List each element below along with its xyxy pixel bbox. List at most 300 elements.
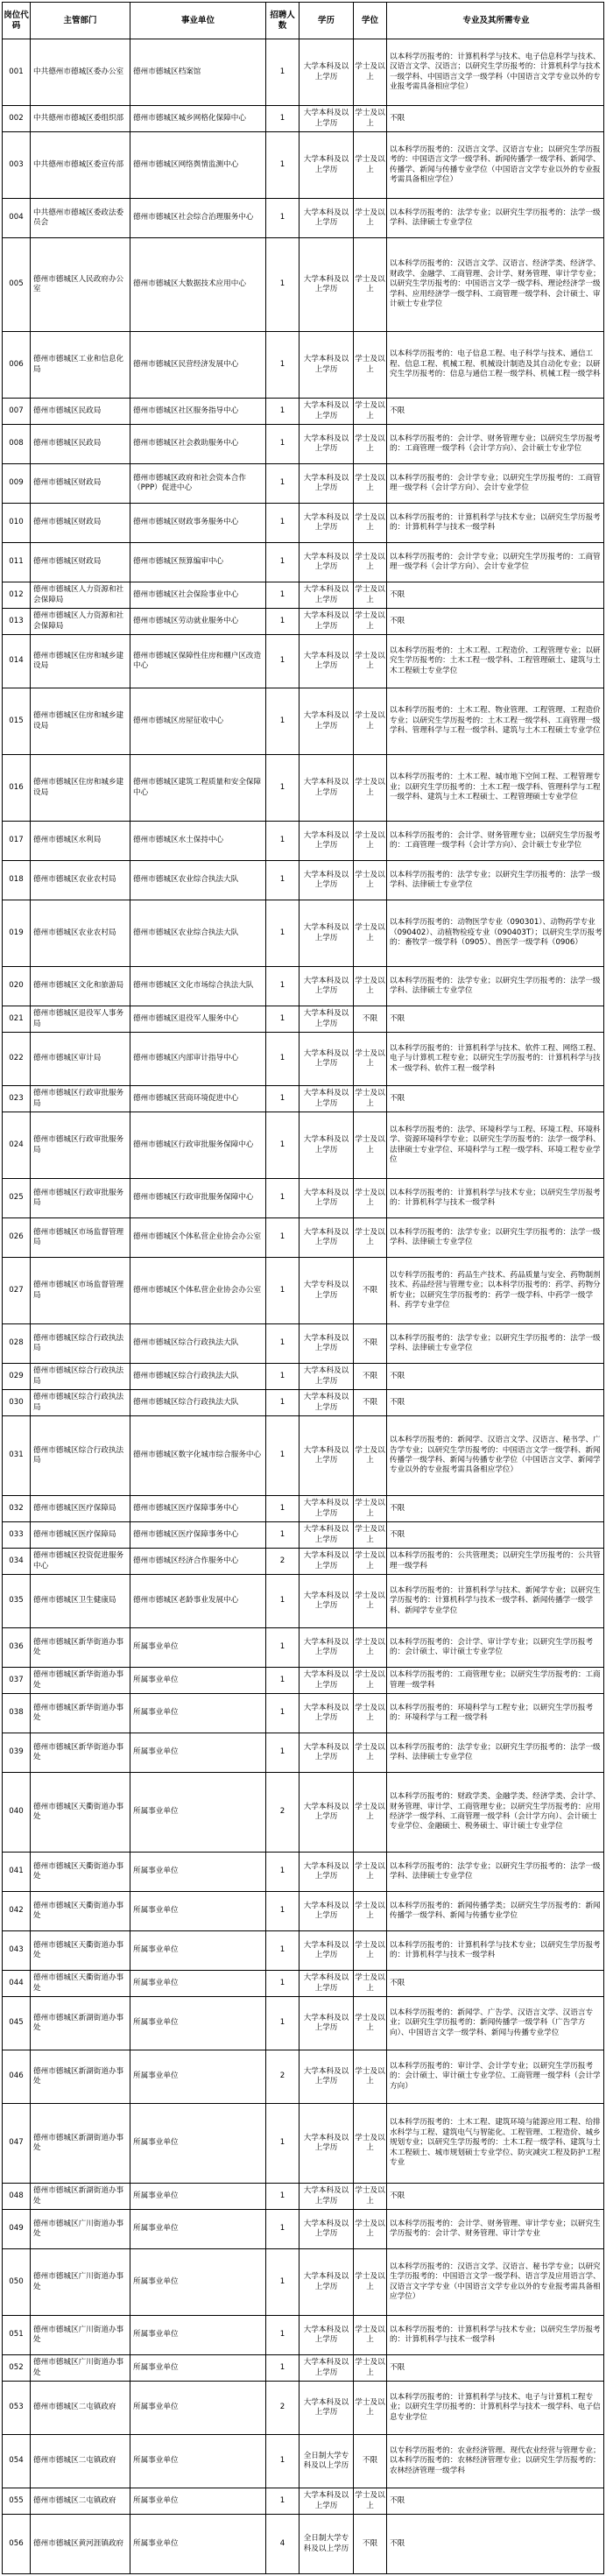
row-dept: 德州市德城区住房和城乡建设局 — [31, 688, 130, 754]
table-row — [3, 543, 603, 582]
row-unit: 德州市德城区网络舆情监测中心 — [130, 132, 266, 198]
row-dept: 中共德州市德城区委办公室 — [31, 39, 130, 105]
row-dept: 德州市德城区广川街道办事处 — [31, 2249, 130, 2315]
row-degree: 学士及以上 — [354, 1694, 387, 1733]
row-degree: 学士及以上 — [354, 238, 387, 331]
row-code: 044 — [3, 1971, 31, 1996]
row-unit: 德州市德城区个体私营企业协会办公室 — [130, 1258, 266, 1323]
row-major: 以本科学历报考的：新闻传播学类；以研究生学历报考的：新闻传播学一级学科、新闻与传播专业学位 — [390, 1901, 601, 1920]
table-row — [3, 1006, 603, 1033]
row-dept: 德州市德城区二屯镇政府 — [31, 2435, 130, 2488]
row-edu: 大学本科及以上学历 — [299, 635, 354, 688]
row-edu: 大学本科及以上学历 — [299, 1390, 354, 1415]
row-num: 1 — [266, 1997, 299, 2050]
row-major: 不限 — [390, 1503, 405, 1513]
row-edu: 大学本科及以上学历 — [299, 1931, 354, 1970]
row-code: 055 — [3, 2488, 31, 2514]
table-row — [3, 2515, 603, 2573]
row-edu: 大学本科及以上学历 — [299, 822, 354, 860]
row-major: 以本科学历报考的：汉语言文学、汉语言、秘书学专业；以研究生学历报考的：中国语言文学一级学科、语言学及应用语言学、汉语言文字学专业（中国语言文学专业以外的专业报考需具备相应学位） — [390, 2262, 601, 2301]
row-degree: 学士及以上 — [354, 464, 387, 503]
row-num: 1 — [266, 1416, 299, 1495]
row-unit: 德州市德城区财政事务服务中心 — [130, 504, 266, 542]
row-dept: 德州市德城区财政局 — [31, 504, 130, 542]
table-row — [3, 332, 603, 399]
row-dept: 德州市德城区天衢街道办事处 — [31, 1892, 130, 1930]
row-dept: 德州市德城区退役军人事务局 — [31, 1006, 130, 1032]
row-num: 1 — [266, 2435, 299, 2488]
row-edu: 大学本科及以上学历 — [299, 464, 354, 503]
row-edu: 大学本科及以上学历 — [299, 1086, 354, 1112]
header-major: 专业及其所需专业 — [462, 15, 530, 25]
row-num: 1 — [266, 238, 299, 331]
row-degree: 学士及以上 — [354, 504, 387, 542]
row-num: 4 — [266, 2515, 299, 2573]
table-row — [3, 609, 603, 635]
table-row — [3, 2435, 603, 2488]
row-unit: 所属事业单位 — [130, 2104, 266, 2183]
row-num: 1 — [266, 861, 299, 900]
row-edu: 大学本科及以上学历 — [299, 1496, 354, 1521]
row-degree: 学士及以上 — [354, 1773, 387, 1852]
row-edu: 大学本科及以上学历 — [299, 2050, 354, 2103]
row-dept: 德州市德城区综合行政执法局 — [31, 1390, 130, 1415]
row-edu: 大学本科及以上学历 — [299, 2104, 354, 2183]
header-degree: 学位 — [354, 3, 387, 39]
row-num: 1 — [266, 39, 299, 105]
row-dept: 德州市德城区审计局 — [31, 1033, 130, 1085]
row-edu: 大学本科及以上学历 — [299, 900, 354, 966]
row-degree: 学士及以上 — [354, 2316, 387, 2354]
row-degree: 学士及以上 — [354, 1733, 387, 1772]
row-code: 001 — [3, 39, 31, 105]
row-code: 042 — [3, 1892, 31, 1930]
row-edu: 大学本科及以上学历 — [299, 609, 354, 634]
row-num: 1 — [266, 1853, 299, 1891]
row-code: 015 — [3, 688, 31, 754]
row-num: 1 — [266, 1324, 299, 1363]
row-edu: 大学本科及以上学历 — [299, 1668, 354, 1693]
row-dept: 德州市德城区新湖街道办事处 — [31, 2104, 130, 2183]
row-degree: 学士及以上 — [354, 822, 387, 860]
row-dept: 德州市德城区天衢街道办事处 — [31, 1971, 130, 1996]
row-num: 2 — [266, 2382, 299, 2434]
row-code: 019 — [3, 900, 31, 966]
row-code: 002 — [3, 106, 31, 131]
table-row — [3, 1112, 603, 1179]
row-num: 1 — [266, 543, 299, 582]
row-code: 022 — [3, 1033, 31, 1085]
row-edu: 大学本科及以上学历 — [299, 1522, 354, 1548]
row-code: 056 — [3, 2515, 31, 2573]
row-dept: 德州市德城区新湖街道办事处 — [31, 2050, 130, 2103]
table-row — [3, 1218, 603, 1258]
row-unit: 德州市德城区社会综合治理服务中心 — [130, 199, 266, 237]
row-unit: 德州市德城区医疗保障事务中心 — [130, 1496, 266, 1521]
row-code: 046 — [3, 2050, 31, 2103]
table-row — [3, 464, 603, 504]
row-dept: 德州市德城区新华街道办事处 — [31, 1668, 130, 1693]
row-dept: 德州市德城区投资促进服务中心 — [31, 1549, 130, 1574]
table-row — [3, 2316, 603, 2355]
row-major: 以本科学历报考的：动物医学专业（090301）、动物药学专业（090402）、动植物检疫专业（090403T）；以研究生学历报考的：畜牧学一级学科（0905）、兽医学一级学科（0906） — [390, 918, 602, 948]
row-degree: 学士及以上 — [354, 1496, 387, 1521]
row-major: 以本科学历报考的：法学专业；以研究生学历报考的：法学一级学科、法律硕士专业学位 — [390, 976, 601, 995]
row-unit: 德州市德城区政府和社会资本合作（PPP）促进中心 — [130, 464, 266, 503]
row-degree: 不限 — [354, 1324, 387, 1363]
row-num: 1 — [266, 822, 299, 860]
row-major: 以本科学历报考的：土木工程、物业管理、工程管理、工程造价专业；以研究生学历报考的：土木工程一级学科、工商管理一级学科、管理科学与工程一级学科、建筑与土木工程硕士专业学位 — [390, 706, 601, 736]
row-degree: 不限 — [354, 2435, 387, 2488]
row-unit: 德州市德城区行政审批服务保障中心 — [130, 1112, 266, 1178]
row-code: 045 — [3, 1997, 31, 2050]
table-header — [3, 3, 603, 39]
row-degree: 不限 — [354, 1364, 387, 1389]
row-dept: 德州市德城区二屯镇政府 — [31, 2488, 130, 2514]
row-major: 不限 — [390, 2191, 405, 2200]
row-code: 016 — [3, 755, 31, 821]
row-unit: 德州市德城区大数据技术应用中心 — [130, 238, 266, 331]
row-major: 以本科学历报考的：土木工程、城市地下空间工程、工程管理专业；以研究生学历报考的：土木工程一级学科、管理科学与工程一级学科、建筑与土木工程硕士、工程管理硕士专业学位 — [390, 773, 601, 802]
row-code: 008 — [3, 425, 31, 463]
row-degree: 学士及以上 — [354, 2184, 387, 2209]
row-major: 以本科学历报考的：会计学、财务管理专业；以研究生学历报考的：工商管理一级学科（会计学方向）、会计硕士专业学位 — [390, 434, 601, 453]
row-num: 1 — [266, 106, 299, 131]
row-major: 不限 — [390, 1371, 405, 1380]
row-major: 以本科学历报考的：汉语言文学、汉语言专业；以研究生学历报考的：中国语言文学一级学科、新闻传播学一级学科、新闻学、传播学、新闻与传播专业学位（中国语言文学专业以外的专业报考需具备相应学位） — [390, 145, 601, 184]
row-code: 030 — [3, 1390, 31, 1415]
row-code: 039 — [3, 1733, 31, 1772]
row-edu: 全日制大学专科及以上学历 — [299, 2515, 354, 2573]
row-unit: 所属事业单位 — [130, 1997, 266, 2050]
row-edu: 大学本科及以上学历 — [299, 1033, 354, 1085]
row-code: 051 — [3, 2316, 31, 2354]
row-dept: 德州市德城区住房和城乡建设局 — [31, 635, 130, 688]
row-major: 以本科学历报考的：计算机科学与技术、电子信息科学与技术、汉语言文学、汉语言；以研究生学历报考的：计算机科学与技术一级学科、中国语言文学一级学科（中国语言文学专业以外的专业报考需具备相应学位） — [390, 52, 601, 91]
row-dept: 德州市德城区农业农村局 — [31, 861, 130, 900]
row-num: 1 — [266, 2316, 299, 2354]
row-dept: 中共德州市德城区委组织部 — [31, 106, 130, 131]
row-unit: 德州市德城区医疗保障事务中心 — [130, 1522, 266, 1548]
row-edu: 大学本科及以上学历 — [299, 106, 354, 131]
row-dept: 德州市德城区人民政府办公室 — [31, 238, 130, 331]
row-edu: 大学本科及以上学历 — [299, 39, 354, 105]
row-edu: 大学专科及以上学历 — [299, 1258, 354, 1323]
row-unit: 所属事业单位 — [130, 2184, 266, 2209]
row-major: 不限 — [390, 1093, 405, 1103]
row-code: 012 — [3, 582, 31, 608]
row-degree: 学士及以上 — [354, 1668, 387, 1693]
row-unit: 德州市德城区社会救助服务中心 — [130, 425, 266, 463]
table-row — [3, 1549, 603, 1575]
row-degree: 学士及以上 — [354, 2249, 387, 2315]
table-row — [3, 582, 603, 609]
row-degree: 不限 — [354, 2515, 387, 2573]
row-unit: 德州市德城区农业综合执法大队 — [130, 861, 266, 900]
row-major: 不限 — [390, 406, 405, 415]
row-unit: 所属事业单位 — [130, 2488, 266, 2514]
header-edu: 学历 — [299, 3, 354, 39]
row-dept: 德州市德城区水利局 — [31, 822, 130, 860]
row-num: 1 — [266, 1112, 299, 1178]
header-code: 岗位代码 — [3, 3, 31, 39]
row-num: 1 — [266, 199, 299, 237]
row-num: 1 — [266, 755, 299, 821]
row-dept: 德州市德城区行政审批服务局 — [31, 1086, 130, 1112]
row-major: 以本科学历报考的：法学专业；以研究生学历报考的：法学一级学科、法律硕士专业学位 — [390, 1333, 601, 1352]
row-degree: 学士及以上 — [354, 1033, 387, 1085]
row-num: 1 — [266, 2488, 299, 2514]
row-degree: 学士及以上 — [354, 425, 387, 463]
table-row — [3, 1416, 603, 1496]
row-degree: 学士及以上 — [354, 688, 387, 754]
row-num: 1 — [266, 609, 299, 634]
row-unit: 所属事业单位 — [130, 1733, 266, 1772]
row-code: 052 — [3, 2355, 31, 2381]
table-row — [3, 2104, 603, 2184]
table-row — [3, 1390, 603, 1416]
row-dept: 德州市德城区天衢街道办事处 — [31, 1853, 130, 1891]
row-degree: 学士及以上 — [354, 1549, 387, 1574]
row-code: 035 — [3, 1575, 31, 1627]
row-major: 以本科学历报考的：审计学、会计学专业；以研究生学历报考的：会计硕士、审计硕士专业学位、工商管理一级学科（会计学方向） — [390, 2061, 601, 2091]
row-degree: 学士及以上 — [354, 1522, 387, 1548]
row-edu: 大学本科及以上学历 — [299, 1628, 354, 1667]
table-row — [3, 1324, 603, 1364]
row-degree: 学士及以上 — [354, 1931, 387, 1970]
row-unit: 所属事业单位 — [130, 1773, 266, 1852]
row-major: 以本科学历报考的：环境科学与工程专业；以研究生学历报考的：环境科学与工程一级学科 — [390, 1703, 594, 1722]
row-code: 053 — [3, 2382, 31, 2434]
row-dept: 德州市德城区新华街道办事处 — [31, 1628, 130, 1667]
row-unit: 德州市德城区城乡网格化保障中心 — [130, 106, 266, 131]
row-degree: 不限 — [354, 1258, 387, 1323]
row-num: 1 — [266, 425, 299, 463]
row-code: 032 — [3, 1496, 31, 1521]
header-unit: 事业单位 — [130, 3, 266, 39]
row-unit: 德州市德城区营商环境促进中心 — [130, 1086, 266, 1112]
row-dept: 德州市德城区二屯镇政府 — [31, 2382, 130, 2434]
row-dept: 德州市德城区卫生健康局 — [31, 1575, 130, 1627]
table-row — [3, 399, 603, 425]
row-dept: 中共德州市德城区委政法委员会 — [31, 199, 130, 237]
row-major: 以本科学历报考的：公共管理类；以研究生学历报考的：公共管理一级学科 — [390, 1551, 601, 1570]
row-dept: 德州市德城区新华街道办事处 — [31, 1733, 130, 1772]
row-edu: 大学本科及以上学历 — [299, 504, 354, 542]
row-code: 048 — [3, 2184, 31, 2209]
table-row — [3, 1931, 603, 1971]
row-unit: 所属事业单位 — [130, 1853, 266, 1891]
row-major: 以本科学历报考的：法学专业；以研究生学历报考的：法学一级学科、法律硕士专业学位 — [390, 870, 601, 889]
row-num: 1 — [266, 582, 299, 608]
row-code: 034 — [3, 1549, 31, 1574]
row-num: 1 — [266, 1575, 299, 1627]
table-row — [3, 504, 603, 543]
row-code: 050 — [3, 2249, 31, 2315]
row-dept: 德州市德城区天衢街道办事处 — [31, 1931, 130, 1970]
row-num: 1 — [266, 1086, 299, 1112]
row-dept: 德州市德城区民政局 — [31, 399, 130, 424]
row-degree: 学士及以上 — [354, 1997, 387, 2050]
table-row — [3, 1892, 603, 1931]
row-dept: 德州市德城区综合行政执法局 — [31, 1364, 130, 1389]
row-code: 004 — [3, 199, 31, 237]
row-num: 1 — [266, 2249, 299, 2315]
table-row — [3, 106, 603, 132]
row-num: 1 — [266, 1033, 299, 1085]
row-major: 以专科学历报考的：药品生产技术、药品质量与安全、药物制剂技术、药品经营与管理专业；以本科学历报考的：药学、药物分析专业；以研究生学历报考的：药学一级学科、中药学一级学科、药学专业学位 — [390, 1270, 601, 1309]
row-code: 047 — [3, 2104, 31, 2183]
row-major: 以本科学历报考的：电子信息工程、电子科学与技术、通信工程、信息工程、机械工程、机械设计制造及其自动化专业；以研究生学历报考的：信息与通信工程一级学科、机械工程一级学科 — [390, 349, 601, 379]
row-edu: 大学本科及以上学历 — [299, 238, 354, 331]
row-num: 1 — [266, 967, 299, 1006]
row-major: 不限 — [390, 616, 405, 625]
row-dept: 德州市德城区人力资源和社会保障局 — [31, 609, 130, 634]
row-major: 以本科学历报考的：会计学、财务管理、审计学专业；以研究生学历报考的：会计学、财务管理、审计学专业 — [390, 2219, 601, 2238]
row-major: 不限 — [390, 1013, 405, 1023]
table-row — [3, 132, 603, 199]
row-num: 1 — [266, 464, 299, 503]
table-row — [3, 900, 603, 967]
row-unit: 德州市德城区数字化城市综合服务中心 — [130, 1416, 266, 1495]
row-unit: 所属事业单位 — [130, 2210, 266, 2248]
row-unit: 所属事业单位 — [130, 1668, 266, 1693]
row-dept: 德州市德城区文化和旅游局 — [31, 967, 130, 1006]
row-major: 以本科学历报考的：计算机科学与技术专业；以研究生学历报考的：计算机科学与技术一级学科 — [390, 512, 601, 532]
row-edu: 大学本科及以上学历 — [299, 425, 354, 463]
row-code: 020 — [3, 967, 31, 1006]
row-code: 025 — [3, 1179, 31, 1217]
row-unit: 所属事业单位 — [130, 1694, 266, 1733]
row-edu: 大学本科及以上学历 — [299, 1324, 354, 1363]
row-unit: 德州市德城区房屋征收中心 — [130, 688, 266, 754]
row-unit: 德州市德城区社会保险事业中心 — [130, 582, 266, 608]
row-num: 1 — [266, 2210, 299, 2248]
table-row — [3, 2488, 603, 2515]
row-code: 031 — [3, 1416, 31, 1495]
row-unit: 所属事业单位 — [130, 2355, 266, 2381]
row-dept: 德州市德城区财政局 — [31, 464, 130, 503]
row-dept: 德州市德城区新湖街道办事处 — [31, 1997, 130, 2050]
row-major: 以本科学历报考的：财政学类、金融学类、经济学类、会计学、财务管理、审计学、工商管理专业；以研究生学历报考的：应用经济学一级学科、工商管理一级学科（会计学方向）、会计硕士专业学位、金融硕士、税务硕士、审计硕士专业学位 — [390, 1792, 601, 1831]
row-num: 1 — [266, 1179, 299, 1217]
row-code: 007 — [3, 399, 31, 424]
row-major: 以本科学历报考的：土木工程、建筑环境与能源应用工程、给排水科学与工程、建筑电气与智能化、工程管理、工程造价、城乡规划专业；以研究生学历报考的：土木工程一级学科、建筑与土木工程硕士、城市规划硕士专业学位、防灾减灾工程及防护工程专业 — [390, 2118, 601, 2168]
row-edu: 大学本科及以上学历 — [299, 1006, 354, 1032]
row-edu: 大学本科及以上学历 — [299, 1733, 354, 1772]
row-major: 以本科学历报考的：会计学、财务管理专业；以研究生学历报考的：工商管理一级学科（会计学方向）、会计硕士专业学位 — [390, 830, 601, 850]
row-unit: 德州市德城区老龄事业发展中心 — [130, 1575, 266, 1627]
row-dept: 德州市德城区市场监督管理局 — [31, 1258, 130, 1323]
row-dept: 德州市德城区行政审批服务局 — [31, 1112, 130, 1178]
row-major: 以本科学历报考的：会计学专业；以研究生学历报考的：工商管理一级学科（会计学方向）、会计专业学位 — [390, 473, 601, 492]
table-row — [3, 1496, 603, 1522]
row-code: 014 — [3, 635, 31, 688]
table-row — [3, 1733, 603, 1773]
row-degree: 学士及以上 — [354, 1628, 387, 1667]
row-edu: 大学本科及以上学历 — [299, 132, 354, 198]
row-degree: 学士及以上 — [354, 1892, 387, 1930]
table-row — [3, 2355, 603, 2382]
row-num: 1 — [266, 1218, 299, 1257]
table-row — [3, 2249, 603, 2316]
row-num: 1 — [266, 332, 299, 398]
row-num: 1 — [266, 1733, 299, 1772]
table-row — [3, 39, 603, 106]
row-unit: 德州市德城区行政审批服务保障中心 — [130, 1179, 266, 1217]
row-major: 以专科学历报考的：农业经济管理、现代农业经营与管理专业；以本科学历报考的：农林经济管理专业；以研究生学历报考的：农林经济管理一级学科 — [390, 2445, 601, 2475]
row-unit: 德州市德城区水土保持中心 — [130, 822, 266, 860]
row-dept: 德州市德城区新湖街道办事处 — [31, 2184, 130, 2209]
row-edu: 大学本科及以上学历 — [299, 967, 354, 1006]
row-degree: 学士及以上 — [354, 2488, 387, 2514]
row-major: 以本科学历报考的：法学专业；以研究生学历报考的：法学一级学科、法律硕士专业学位 — [390, 1742, 601, 1761]
table-row — [3, 238, 603, 332]
row-code: 010 — [3, 504, 31, 542]
row-num: 1 — [266, 2184, 299, 2209]
row-unit: 德州市德城区综合行政执法大队 — [130, 1390, 266, 1415]
row-degree: 学士及以上 — [354, 1218, 387, 1257]
row-num: 1 — [266, 635, 299, 688]
table-row — [3, 1522, 603, 1549]
row-unit: 德州市德城区劳动就业服务中心 — [130, 609, 266, 634]
row-num: 1 — [266, 1931, 299, 1970]
row-dept: 德州市德城区广川街道办事处 — [31, 2316, 130, 2354]
row-degree: 学士及以上 — [354, 967, 387, 1006]
row-dept: 德州市德城区住房和城乡建设局 — [31, 755, 130, 821]
row-major: 不限 — [390, 1529, 405, 1539]
row-edu: 大学本科及以上学历 — [299, 2184, 354, 2209]
row-edu: 大学本科及以上学历 — [299, 582, 354, 608]
row-major: 以本科学历报考的：计算机科学与技术、电子与计算机工程专业；以研究生学历报考的：计算机科学与技术一级学科、电子信息专业学位 — [390, 2392, 601, 2422]
row-code: 005 — [3, 238, 31, 331]
row-code: 024 — [3, 1112, 31, 1178]
row-degree: 学士及以上 — [354, 2355, 387, 2381]
row-major: 不限 — [390, 2362, 405, 2372]
row-degree: 学士及以上 — [354, 106, 387, 131]
row-degree: 学士及以上 — [354, 1853, 387, 1891]
table-row — [3, 1364, 603, 1390]
row-degree: 学士及以上 — [354, 199, 387, 237]
row-dept: 德州市德城区工业和信息化局 — [31, 332, 130, 398]
row-major: 以本科学历报考的：法学专业；以研究生学历报考的：法学一级学科、法律硕士专业学位 — [390, 1227, 601, 1246]
row-unit: 德州市德城区综合行政执法大队 — [130, 1324, 266, 1363]
row-dept: 中共德州市德城区委宣传部 — [31, 132, 130, 198]
row-unit: 德州市德城区综合行政执法大队 — [130, 1364, 266, 1389]
row-dept: 德州市德城区广川街道办事处 — [31, 2210, 130, 2248]
table-row — [3, 635, 603, 688]
table-row — [3, 1033, 603, 1086]
row-num: 1 — [266, 1258, 299, 1323]
row-major: 不限 — [390, 589, 405, 599]
row-degree: 学士及以上 — [354, 1112, 387, 1178]
row-degree: 学士及以上 — [354, 399, 387, 424]
row-degree: 学士及以上 — [354, 332, 387, 398]
row-num: 1 — [266, 1522, 299, 1548]
row-code: 038 — [3, 1694, 31, 1733]
row-code: 018 — [3, 861, 31, 900]
row-major: 以本科学历报考的：汉语言文学、汉语言、经济学类、经济学、财政学、金融学、工商管理、会计学、财务管理、审计学专业；以研究生学历报考的：中国语言文学一级学科、理论经济学一级学科、应用经济学一级学科、工商管理一级学科、会计硕士、审计硕士专业学位 — [390, 259, 601, 309]
row-unit: 所属事业单位 — [130, 2050, 266, 2103]
table-row — [3, 1694, 603, 1733]
row-edu: 大学本科及以上学历 — [299, 1416, 354, 1495]
row-unit: 所属事业单位 — [130, 1892, 266, 1930]
row-code: 043 — [3, 1931, 31, 1970]
row-unit: 德州市德城区经济合作服务中心 — [130, 1549, 266, 1574]
row-num: 1 — [266, 2104, 299, 2183]
row-unit: 德州市德城区民营经济发展中心 — [130, 332, 266, 398]
table-row — [3, 967, 603, 1006]
